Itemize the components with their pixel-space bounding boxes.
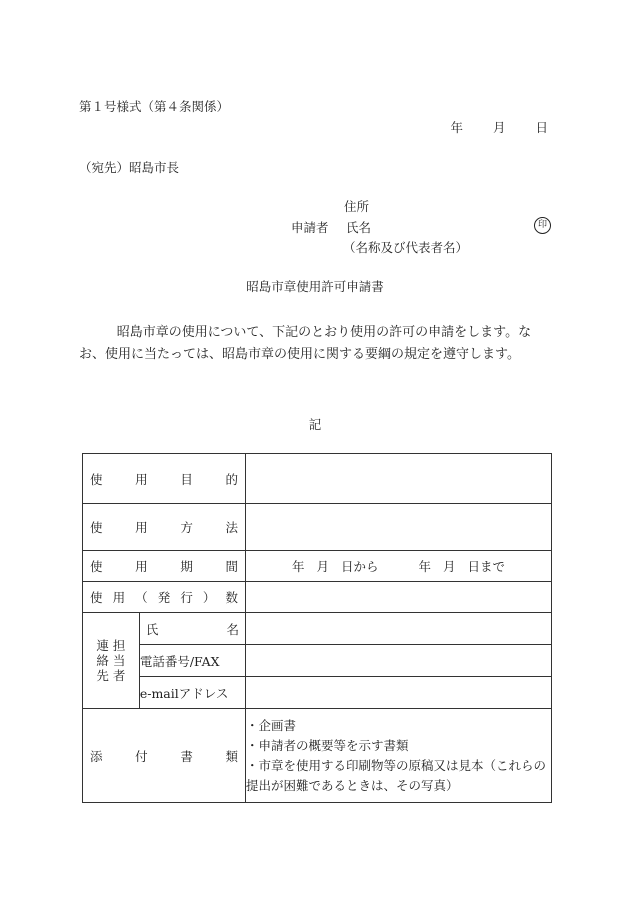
period-to-year: 年 bbox=[418, 559, 432, 574]
contact-name-field[interactable] bbox=[246, 613, 552, 645]
label-char: （ bbox=[135, 590, 148, 605]
row-method bbox=[83, 504, 552, 551]
row-period bbox=[83, 551, 552, 582]
contact-phone-field[interactable] bbox=[246, 645, 552, 677]
label-char: 用 bbox=[135, 520, 148, 535]
contact-col-2 bbox=[96, 638, 109, 683]
label-char: 目 bbox=[180, 471, 193, 487]
label-char: 方 bbox=[180, 520, 193, 535]
ki-heading: 記 bbox=[308, 417, 322, 432]
method-field[interactable] bbox=[246, 504, 552, 551]
address-label: 住所 bbox=[344, 199, 370, 214]
contact-name-label bbox=[139, 613, 245, 645]
label-char: 類 bbox=[225, 748, 238, 764]
attachment-item: ・市章を使用する印刷物等の原稿又は見本（これらの提出が困難であるときは、その写真） bbox=[246, 757, 547, 793]
label-char: 発 bbox=[157, 590, 171, 605]
label-char: 使 bbox=[90, 559, 103, 574]
label-char: 使 bbox=[90, 590, 103, 605]
purpose-label bbox=[83, 454, 246, 504]
date-day: 日 bbox=[535, 120, 548, 135]
label-char: 使 bbox=[90, 471, 103, 487]
label-char: 当 bbox=[112, 653, 126, 668]
label-char: 担 bbox=[112, 638, 126, 653]
purpose-field[interactable] bbox=[246, 454, 552, 504]
contact-phone-label bbox=[139, 645, 245, 677]
label-char: 数 bbox=[225, 590, 238, 605]
contact-email-text: e-mailアドレス bbox=[139, 685, 229, 701]
period-to-suffix: 日まで bbox=[467, 559, 506, 574]
row-contact-phone bbox=[83, 645, 552, 677]
body-text: 昭島市章の使用について、下記のとおり使用の許可の申請をします。なお、使用に当たっては、昭島市章の使用に関する要綱の規定を遵守します。 bbox=[79, 325, 532, 362]
label-char: 間 bbox=[225, 559, 238, 574]
label-char: ） bbox=[202, 590, 216, 605]
count-label bbox=[83, 582, 246, 613]
period-value bbox=[246, 557, 551, 575]
date-year: 年 bbox=[450, 120, 463, 135]
attachments-list bbox=[246, 709, 552, 803]
label-char: 連 bbox=[96, 638, 109, 653]
contact-email-field[interactable] bbox=[246, 677, 552, 709]
date-month: 月 bbox=[492, 120, 506, 135]
form-number: 第１号様式（第４条関係） bbox=[79, 99, 230, 114]
applicant-label: 申請者 bbox=[291, 220, 329, 235]
date-line bbox=[450, 118, 548, 136]
attachment-item: ・申請者の概要等を示す書類 bbox=[246, 737, 409, 753]
label-char: 期 bbox=[180, 559, 193, 574]
label-char: 添 bbox=[90, 748, 103, 764]
label-char: 氏 bbox=[145, 621, 159, 637]
name-note: （名称及び代表者名） bbox=[343, 240, 469, 255]
period-from-suffix: 日から bbox=[340, 559, 379, 574]
contact-email-label bbox=[139, 677, 245, 709]
label-char: 先 bbox=[96, 668, 109, 683]
label-char: 使 bbox=[90, 520, 103, 535]
row-attachments bbox=[83, 709, 552, 803]
period-from-year: 年 bbox=[291, 559, 305, 574]
label-char: 的 bbox=[225, 471, 238, 487]
row-contact-name bbox=[83, 613, 552, 645]
attachments-label bbox=[83, 709, 246, 803]
addressee: （宛先）昭島市長 bbox=[79, 160, 180, 175]
contact-label bbox=[83, 613, 140, 709]
application-table bbox=[82, 453, 552, 803]
label-char: 用 bbox=[135, 471, 148, 487]
label-char: 行 bbox=[180, 590, 193, 605]
count-field[interactable] bbox=[246, 582, 552, 613]
label-char: 名 bbox=[226, 621, 239, 637]
label-char: 用 bbox=[135, 559, 148, 574]
contact-col-1 bbox=[113, 638, 126, 683]
label-char: 書 bbox=[180, 748, 193, 764]
contact-phone-text: 電話番号/FAX bbox=[139, 653, 220, 669]
label-char: 絡 bbox=[96, 653, 109, 668]
seal-mark: 印 bbox=[534, 217, 551, 234]
row-purpose bbox=[83, 454, 552, 504]
label-char: 用 bbox=[112, 590, 126, 605]
name-label: 氏名 bbox=[346, 220, 372, 235]
label-char: 付 bbox=[135, 748, 148, 764]
method-label bbox=[83, 504, 246, 551]
document-title: 昭島市章使用許可申請書 bbox=[246, 279, 384, 294]
label-char: 者 bbox=[112, 668, 126, 683]
row-count bbox=[83, 582, 552, 613]
label-char: 法 bbox=[225, 520, 238, 535]
period-label bbox=[83, 551, 246, 582]
period-field[interactable] bbox=[246, 551, 552, 582]
period-to-month: 月 bbox=[443, 559, 456, 574]
period-from-month: 月 bbox=[316, 559, 329, 574]
row-contact-email bbox=[83, 677, 552, 709]
attachment-item: ・企画書 bbox=[246, 717, 297, 733]
